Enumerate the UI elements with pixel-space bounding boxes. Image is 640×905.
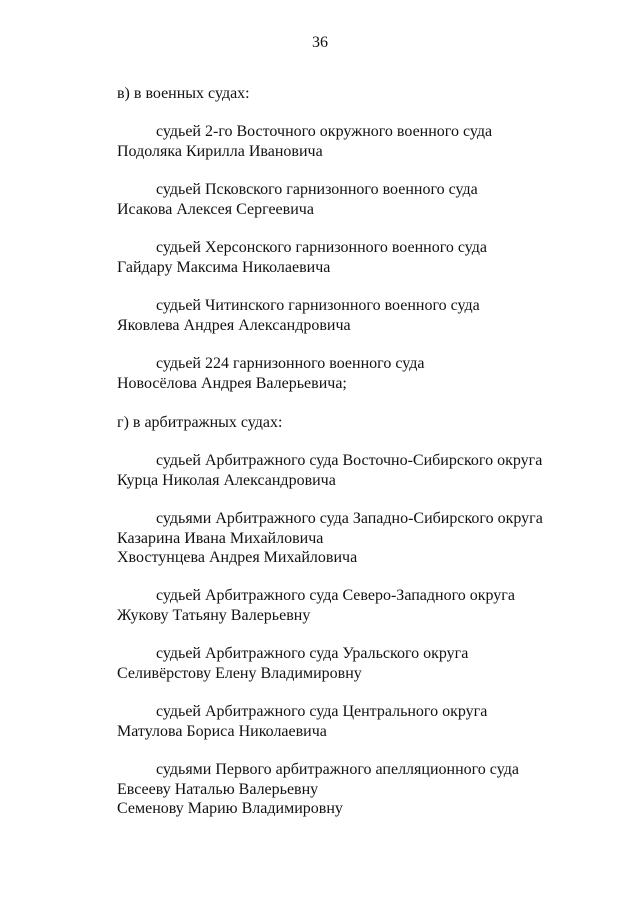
entry-name: Семенову Марию Владимировну [117, 800, 343, 817]
entry-name: Гайдару Максима Николаевича [117, 259, 331, 276]
entry-name: Новосёлова Андрея Валерьевича; [117, 375, 347, 392]
entry-name: Хвостунцева Андрея Михайловича [117, 549, 358, 566]
entry-position: судьей 224 гарнизонного военного суда [156, 355, 425, 372]
entry-position: судьей Арбитражного суда Уральского округа [156, 645, 469, 662]
entry-position: судьей Арбитражного суда Восточно-Сибирского округа [156, 452, 543, 469]
entry-name: Казарина Ивана Михайловича [117, 530, 324, 547]
entry-name: Селивёрстову Елену Владимировну [117, 665, 362, 682]
entry-position: судьей Арбитражного суда Центрального округа [156, 703, 488, 720]
entry-name: Яковлева Андрея Александровича [117, 317, 351, 334]
entry-name: Жукову Татьяну Валерьевну [117, 607, 311, 624]
entry-name: Исакова Алексея Сергеевича [117, 201, 314, 218]
entry-name: Подоляка Кирилла Ивановича [117, 143, 323, 160]
entry-name: Курца Николая Александровича [117, 472, 336, 489]
section-heading-military: в) в военных судах: [117, 85, 250, 102]
entry-position: судьей Псковского гарнизонного военного суда [156, 181, 478, 198]
page-number: 36 [312, 34, 328, 51]
section-heading-arbitration: г) в арбитражных судах: [117, 414, 283, 431]
entry-position: судьей Арбитражного суда Северо-Западного округа [156, 587, 515, 604]
entry-position: судьями Первого арбитражного апелляционного суда [156, 761, 519, 778]
entry-position: судьей Херсонского гарнизонного военного суда [156, 239, 487, 256]
entry-name: Матулова Бориса Николаевича [117, 723, 327, 740]
entry-position: судьями Арбитражного суда Западно-Сибирского округа [156, 510, 543, 527]
entry-name: Евсееву Наталью Валерьевну [117, 781, 319, 798]
entry-position: судьей 2-го Восточного окружного военного суда [156, 123, 493, 140]
entry-position: судьей Читинского гарнизонного военного суда [156, 297, 480, 314]
